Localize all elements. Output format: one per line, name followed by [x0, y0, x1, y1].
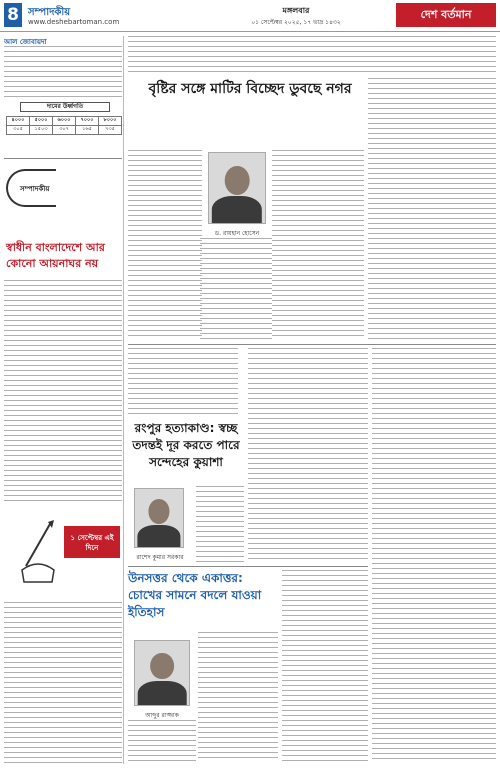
table-cell: ৩০৫: [7, 126, 30, 135]
this-day-list: [4, 602, 122, 764]
article-2-left-text: [128, 348, 238, 418]
article-2-byline: রাশেদ কুমার সরকার: [136, 554, 184, 561]
inkpot-pen-icon: [16, 518, 60, 586]
table-header: ৭০০০: [75, 117, 98, 126]
table-cell: ৭৩৫: [98, 126, 121, 135]
author-photo: [208, 152, 266, 224]
table-cell: ১৫০৩: [29, 126, 52, 135]
article-3-col-a: [198, 632, 278, 762]
article-1-byline: ড. রায়হান হোসেন: [214, 230, 260, 237]
editorial-headline[interactable]: স্বাধীন বাংলাদেশে আর কোনো আয়নাঘর নয়: [6, 241, 105, 270]
table-cell: ১৬৫: [75, 126, 98, 135]
author-photo: [134, 488, 184, 548]
newspaper-logo: দেশ বর্তমান: [396, 3, 496, 27]
table-cell: ৩০৭: [52, 126, 75, 135]
article-2-col-c: [372, 348, 496, 762]
website-link[interactable]: www.deshebartoman.com: [28, 18, 120, 26]
article-1-col-b: [272, 150, 364, 340]
article-2-col-a: [196, 486, 244, 562]
page-header: [0, 0, 500, 32]
issue-date: ০১ সেপ্টেম্বর ২০২৫, ১৭ ভাদ্র ১৪৩২: [251, 19, 341, 26]
table-header: ৬০০০: [52, 117, 75, 126]
editorial-label: সম্পাদকীয়: [20, 184, 50, 193]
price-table-title: দামের উর্ধ্বগতি: [20, 102, 110, 112]
author-photo: [134, 640, 190, 706]
intro-text: [4, 46, 122, 98]
column-author: আল জোবায়দা: [4, 38, 47, 46]
article-3-col-c: [128, 720, 196, 762]
article-3-byline: আব্দুর রাজ্জাক: [145, 712, 179, 719]
editorial-logo: [4, 158, 122, 234]
divider: [128, 566, 368, 567]
article-1-col-c: [200, 238, 272, 340]
this-day-badge: ১ সেপ্টেম্বর এই দিনে: [64, 526, 120, 558]
price-table: [6, 116, 122, 135]
article-1-right-text: [368, 78, 496, 340]
article-1-col-a: [128, 150, 202, 340]
article-3-headline[interactable]: উনসত্তর থেকে একাত্তর: চোখের সামনে বদলে যাওয়া ইতিহাস: [128, 571, 262, 619]
article-2-headline[interactable]: রংপুর হত্যাকাণ্ড: স্বচ্ছ তদন্তই দূর করতে পারে সন্দেহের কুয়াশা: [132, 421, 240, 469]
left-column: [4, 36, 124, 764]
article-1-lead-text: [128, 36, 496, 76]
table-header: ৮০০০: [98, 117, 121, 126]
article-1-headline[interactable]: বৃষ্টির সঙ্গে মাটির বিচ্ছেদ ডুবছে নগর: [148, 81, 352, 97]
article-3-col-b: [282, 570, 368, 762]
table-header: ৪০০০: [7, 117, 30, 126]
table-header: ৫০০০: [29, 117, 52, 126]
page-number: 8: [4, 3, 22, 27]
divider: [128, 344, 496, 345]
issue-weekday: মঙ্গলবার: [282, 6, 310, 15]
section-name: সম্পাদকীয়: [28, 7, 71, 18]
editorial-body: [4, 280, 122, 502]
this-day-box: [6, 506, 124, 596]
article-2-col-b: [248, 348, 368, 562]
